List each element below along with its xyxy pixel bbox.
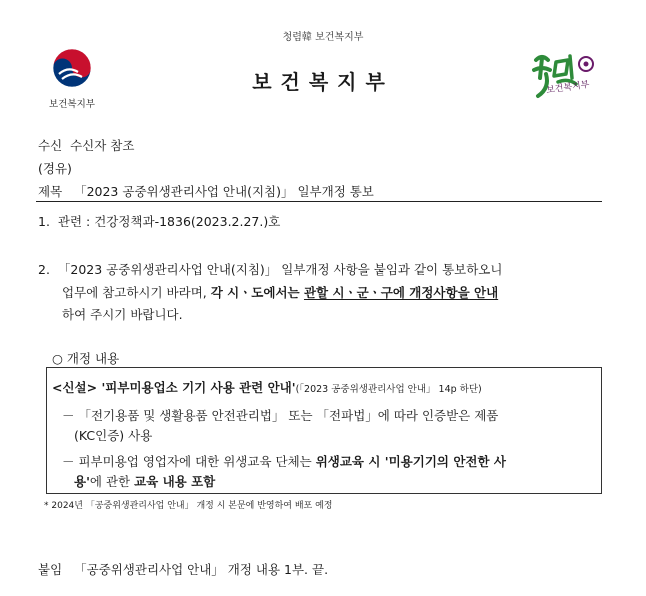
item-2-text-1: 「2023 공중위생관리사업 안내(지침)」 일부개정 사항을 붙임과 같이 통보하오니 [57,262,503,277]
subject-field [38,182,374,200]
new-reference: (「2023 공중위생관리사업 안내」 14p 하단) [295,384,482,395]
logo-caption: 보건복지부 [49,99,95,110]
attachment-text: 「공중위생관리사업 안내」 개정 내용 1부. 끝. [74,562,329,577]
bullet-2-text-1a: － 피부미용업 영업자에 대한 위생교육 단체는 [62,454,316,469]
bullet-2-text-1b: 위생교육 시 '미용기기의 안전한 사 [315,454,506,469]
new-title: '피부미용업소 기기 사용 관련 안내' [97,380,296,395]
recipient-field [38,136,134,154]
subject-value: 「2023 공중위생관리사업 안내(지침)」 일부개정 통보 [74,184,374,199]
subject-divider [36,201,602,202]
bullet-1-line-1: － 「전기용품 및 생활용품 안전관리법」 또는 「전파법」에 따라 인증받은 제품 [62,408,499,423]
attachment-line [38,560,328,578]
item-2-line-3: 하여 주시기 바랍니다. [62,307,183,322]
item-2-number: 2. [38,262,50,277]
item-2-text-2b: 각 시ㆍ도에서는 [210,285,304,300]
item-1 [38,212,280,230]
new-tag: <신설> [52,380,98,395]
item-1-number: 1. [38,214,50,229]
recipient-label: 수신 [38,138,63,153]
item-1-text: 관련 : 건강정책과-1836(2023.2.27.)호 [57,214,281,229]
bullet-2-line-2 [74,472,215,490]
taegeuk-icon [40,46,104,90]
emblem-caption: 보건복지부 [545,80,591,96]
slogan: 청렴韓 보건복지부 [282,32,364,43]
government-logo [40,46,104,110]
bullet-1-line-2: (KC인증) 사용 [74,428,153,443]
item-2-line-1 [38,260,502,278]
integrity-emblem-icon [528,48,606,108]
recipient-value: 수신자 참조 [70,138,135,153]
revision-new-line [52,378,482,396]
attachment-label: 붙임 [38,562,63,577]
via-field: (경유) [38,161,72,176]
bullet-2-text-2a: 용' [74,474,90,489]
bullet-2-line-1 [62,452,506,470]
subject-label: 제목 [38,184,63,199]
revision-header: ○ 개정 내용 [52,351,120,366]
item-2-line-2 [62,283,498,301]
item-2-text-2a: 업무에 참고하시기 바라며, [62,285,211,300]
bullet-2-text-2c: 교육 내용 포함 [134,474,216,489]
bullet-2-text-2b: 에 관한 [89,474,135,489]
revision-footnote: * 2024년 「공중위생관리사업 안내」 개정 시 본문에 반영하여 배포 예정 [44,501,333,511]
item-2-text-2c: 관할 시ㆍ군ㆍ구에 개정사항을 안내 [303,285,499,300]
agency-title: 보건복지부 [252,70,394,94]
integrity-emblem [528,48,606,108]
